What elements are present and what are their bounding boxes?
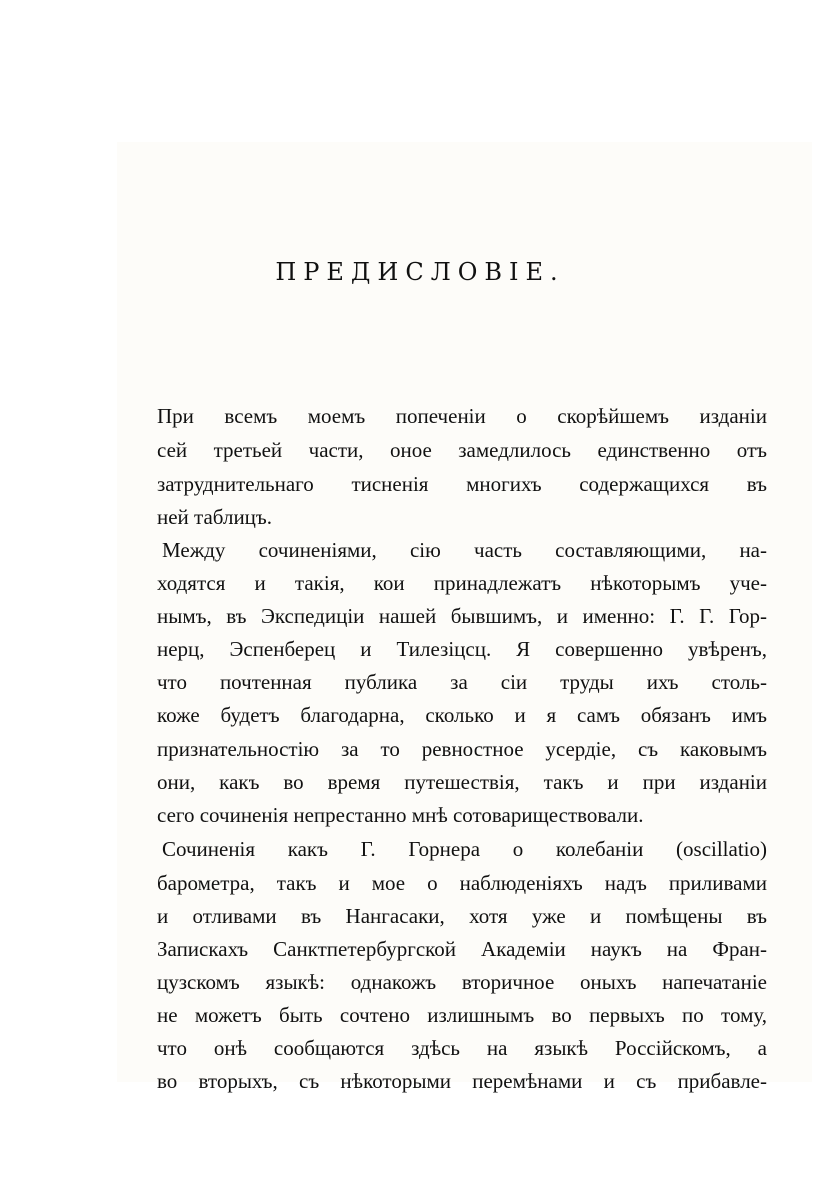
paragraph-3-line-7: что онѣ сообщаются здѣсь на языкѣ Россійскомъ, а [157,1036,767,1060]
paragraph-2-line-5: что почтенная публика за сіи труды ихъ столь- [157,670,767,694]
paragraph-1-line-3: затруднительнаго тисненія многихъ содержащихся въ [157,472,767,496]
paragraph-2-line-2: ходятся и такія, кои принадлежатъ нѣкоторымъ уче- [157,571,767,595]
paragraph-2-line-4: нерц, Эспенберец и Тилезіцсц. Я совершенно увѣренъ, [157,637,767,661]
paragraph-3-line-6: не можетъ быть сочтено излишнымъ во первыхъ по тому, [157,1003,767,1027]
paragraph-1-line-1: При всемъ моемъ попеченіи о скорѣйшемъ изданіи [157,404,767,428]
paragraph-3-line-2: барометра, такъ и мое о наблюденіяхъ надъ приливами [157,871,767,895]
paragraph-2-line-9: сего сочиненія непрестанно мнѣ сотовариществовали. [157,803,644,827]
paragraph-2-line-7: признательностію за то ревностное усердіе, съ каковымъ [157,737,767,761]
paragraph-2-line-1: Между сочиненіями, сію часть составляющими, на- [162,538,767,562]
paragraph-3-line-3: и отливами въ Нангасаки, хотя уже и помѣщены въ [157,904,767,928]
paragraph-3-line-4: Запискахъ Санктпетербургской Академіи наукъ на Фран- [157,937,767,961]
paragraph-1-line-4: ней таблицъ. [157,505,273,529]
paragraph-3-line-8: во вторыхъ, съ нѣкоторыми перемѣнами и съ прибавле- [157,1069,767,1093]
paragraph-2-line-3: нымъ, въ Экспедиціи нашей бывшимъ, и именно: Г. Г. Гор- [157,604,767,628]
paragraph-3-line-1: Сочиненія какъ Г. Горнера о колебаніи (oscillatio) [162,837,767,861]
paragraph-3-line-5: цузскомъ языкѣ: однакожъ вторичное оныхъ напечатаніе [157,970,767,994]
page-title: ПРЕДИСЛОВІЕ. [275,258,565,286]
paragraph-2-line-8: они, какъ во время путешествія, такъ и при изданіи [157,770,767,794]
paragraph-1-line-2: сей третьей части, оное замедлилось единственно отъ [157,438,767,462]
paragraph-2-line-6: коже будетъ благодарна, сколько и я самъ обязанъ имъ [157,703,767,727]
